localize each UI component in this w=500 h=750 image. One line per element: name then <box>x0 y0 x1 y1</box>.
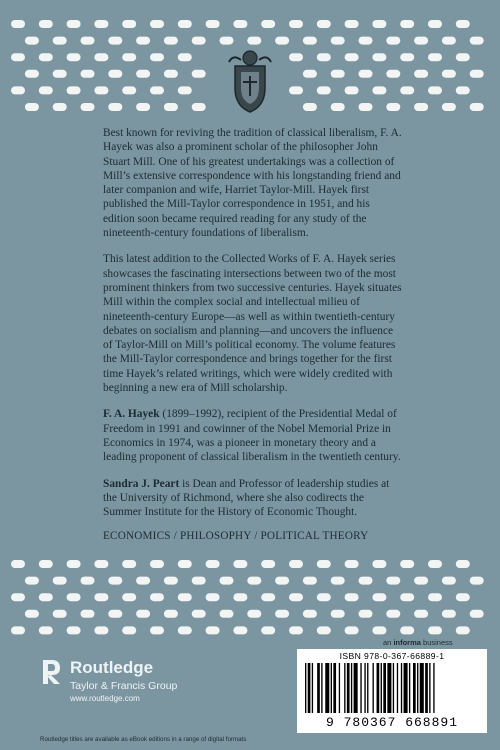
decorative-dot <box>94 626 108 634</box>
barcode-bar <box>339 663 340 713</box>
decorative-dot <box>39 20 53 28</box>
decorative-dot <box>247 610 261 618</box>
decorative-dot <box>372 53 386 61</box>
decorative-dot <box>11 593 25 601</box>
decorative-dot <box>220 577 234 585</box>
decorative-dot <box>233 626 247 634</box>
decorative-dot <box>164 577 178 585</box>
decorative-dot <box>303 70 317 78</box>
decorative-dot <box>11 560 25 568</box>
decorative-dot <box>122 560 136 568</box>
isbn-label: ISBN 978-0-367-66889-1 <box>339 651 445 661</box>
bio-hayek <box>103 407 403 464</box>
decorative-dot <box>108 610 122 618</box>
decorative-dot <box>108 37 122 45</box>
decorative-dot <box>136 70 150 78</box>
decorative-dot <box>108 103 122 111</box>
decorative-dot <box>470 577 484 585</box>
decorative-dot <box>331 103 345 111</box>
decorative-dot <box>331 37 345 45</box>
decorative-dot <box>67 593 81 601</box>
decorative-dot <box>67 20 81 28</box>
ebook-footer-note: Routledge titles are available as eBook editions in a range of digital formats <box>40 736 247 743</box>
decorative-dot <box>178 86 192 94</box>
decorative-dot <box>11 53 25 61</box>
decorative-dot <box>400 53 414 61</box>
decorative-dot <box>289 560 303 568</box>
barcode-bar <box>373 663 374 713</box>
decorative-dot <box>372 560 386 568</box>
decorative-dot <box>428 593 442 601</box>
decorative-dot <box>345 626 359 634</box>
decorative-dot <box>39 53 53 61</box>
decorative-dot <box>122 53 136 61</box>
barcode-bar <box>331 663 332 713</box>
decorative-dot <box>39 86 53 94</box>
decorative-dot <box>81 577 95 585</box>
barcode-bar <box>354 663 358 713</box>
barcode-bar <box>333 663 336 713</box>
decorative-dot <box>122 593 136 601</box>
decorative-dot <box>220 37 234 45</box>
barcode-bar <box>367 663 368 713</box>
decorative-dot <box>470 610 484 618</box>
decorative-dot <box>192 103 206 111</box>
bio-hayek-text: (1899–1992), recipient of the Presidential Medal of Freedom in 1991 and cowinner of the Nobel Memorial Prize in Economics in 1974, was a pioneer in monetary theory and a leading proponent of classical liberalism in the twentieth century. <box>103 408 401 464</box>
decorative-dot <box>81 610 95 618</box>
decorative-dot <box>386 37 400 45</box>
decorative-dot <box>414 610 428 618</box>
decorative-dot <box>359 577 373 585</box>
decorative-dot <box>470 103 484 111</box>
decorative-dot <box>39 593 53 601</box>
subject-categories: ECONOMICS / PHILOSOPHY / POLITICAL THEORY <box>103 530 369 542</box>
bio-peart-name: Sandra J. Peart <box>103 477 180 490</box>
decorative-dot <box>164 70 178 78</box>
decorative-dot <box>442 610 456 618</box>
barcode-bar <box>401 663 402 713</box>
decorative-dot <box>206 560 220 568</box>
decorative-dot <box>192 37 206 45</box>
barcode-bar <box>404 663 408 713</box>
barcode-bar <box>344 663 345 713</box>
barcode-bar <box>364 663 365 713</box>
decorative-dot <box>428 53 442 61</box>
bio-peart-text: is Dean and Professor of leadership studies at the University of Richmond, where she also codirects the Summer Institute for the History of Economic Thought. <box>103 477 390 519</box>
barcode-bar <box>308 663 311 713</box>
decorative-dot <box>345 20 359 28</box>
decorative-dot <box>261 20 275 28</box>
barcode-bar <box>433 663 434 713</box>
decorative-dot <box>261 593 275 601</box>
decorative-dot <box>206 20 220 28</box>
bio-peart <box>103 477 403 520</box>
decorative-dot <box>456 560 470 568</box>
decorative-dot <box>178 560 192 568</box>
decorative-dot <box>428 86 442 94</box>
decorative-dot <box>372 593 386 601</box>
decorative-dot <box>94 53 108 61</box>
decorative-dot <box>150 53 164 61</box>
decorative-dot <box>400 626 414 634</box>
barcode-bar <box>321 663 322 713</box>
decorative-dot <box>67 53 81 61</box>
decorative-dot <box>442 70 456 78</box>
decorative-dot <box>67 560 81 568</box>
decorative-dot <box>317 626 331 634</box>
decorative-dot <box>345 593 359 601</box>
decorative-dot <box>317 53 331 61</box>
decorative-dot <box>53 577 67 585</box>
informa-suffix: business <box>420 638 453 647</box>
decorative-dot <box>442 37 456 45</box>
decorative-dot <box>53 103 67 111</box>
decorative-dot <box>247 577 261 585</box>
decorative-dot <box>164 37 178 45</box>
dot-pattern-bottom-svg <box>0 556 500 636</box>
decorative-dot <box>372 20 386 28</box>
decorative-dot <box>136 103 150 111</box>
decorative-dot <box>81 70 95 78</box>
decorative-dot <box>359 103 373 111</box>
decorative-dot <box>108 577 122 585</box>
decorative-dot <box>400 20 414 28</box>
decorative-dot <box>122 86 136 94</box>
decorative-dot <box>178 626 192 634</box>
decorative-dot <box>386 70 400 78</box>
barcode-bar <box>429 663 430 713</box>
barcode-bar <box>417 663 418 713</box>
decorative-dot <box>150 626 164 634</box>
decorative-dot <box>359 610 373 618</box>
crest-icon <box>223 48 277 116</box>
barcode-bar <box>377 663 380 713</box>
decorative-dot <box>136 610 150 618</box>
decorative-dot <box>289 86 303 94</box>
decorative-dot <box>289 626 303 634</box>
barcode-bar <box>397 663 398 713</box>
decorative-dot <box>261 560 275 568</box>
decorative-dot <box>303 610 317 618</box>
decorative-dot <box>372 626 386 634</box>
decorative-dot <box>345 86 359 94</box>
barcode-bar <box>383 663 386 713</box>
decorative-dot <box>428 560 442 568</box>
barcode-bar <box>425 663 428 713</box>
publisher-group: Taylor & Francis Group <box>70 680 178 692</box>
decorative-dot <box>25 37 39 45</box>
decorative-dot <box>53 70 67 78</box>
decorative-dot <box>414 70 428 78</box>
decorative-dot <box>136 37 150 45</box>
decorative-dot <box>108 70 122 78</box>
decorative-dot <box>275 577 289 585</box>
decorative-dot <box>428 626 442 634</box>
decorative-dot <box>261 626 275 634</box>
decorative-dot <box>372 86 386 94</box>
decorative-dot <box>122 626 136 634</box>
decorative-dot <box>400 593 414 601</box>
decorative-dot <box>247 37 261 45</box>
decorative-dot <box>25 103 39 111</box>
decorative-dot <box>359 70 373 78</box>
barcode-bar <box>360 663 361 713</box>
decorative-dot <box>206 593 220 601</box>
decorative-dot <box>150 560 164 568</box>
decorative-dot <box>400 86 414 94</box>
decorative-dot <box>53 37 67 45</box>
decorative-dot <box>25 610 39 618</box>
decorative-dot <box>359 37 373 45</box>
publisher-url: www.routledge.com <box>70 694 140 703</box>
decorative-dot <box>136 577 150 585</box>
decorative-dot <box>233 20 247 28</box>
decorative-dot <box>289 593 303 601</box>
decorative-dot <box>303 577 317 585</box>
decorative-dot <box>456 20 470 28</box>
barcode-bar <box>351 663 352 713</box>
decorative-dot <box>414 577 428 585</box>
decorative-dot <box>456 626 470 634</box>
decorative-dot <box>345 560 359 568</box>
isbn-barcode-box <box>297 649 487 733</box>
decorative-dot <box>275 37 289 45</box>
decorative-dot <box>81 103 95 111</box>
decorative-dot <box>470 37 484 45</box>
decorative-dot <box>164 103 178 111</box>
barcode-bar <box>317 663 320 713</box>
barcode-bar <box>347 663 350 713</box>
decorative-dot <box>456 53 470 61</box>
decorative-dot <box>94 593 108 601</box>
informa-prefix: an <box>383 638 394 647</box>
decorative-dot <box>178 20 192 28</box>
decorative-dot <box>178 53 192 61</box>
decorative-dot <box>456 86 470 94</box>
blurb <box>103 126 403 531</box>
blurb-paragraph-2: This latest addition to the Collected Works of F. A. Hayek series showcases the fascinating intersections between two of the most prominent thinkers from two successive centuries. Hayek situates Mill within the complex social and intellectual milieu of nineteenth-century Europe—as well as within twentieth-century debates on socialism and planning—and uncovers the influence of Taylor-Mill on Mill’s political economy. The volume features the Mill-Taylor correspondence and brings together for the first time Hayek’s related writings, which were widely credited with beginning a new era of Mill scholarship. <box>103 253 402 395</box>
dot-pattern-bottom <box>0 556 500 636</box>
barcode-graphic <box>303 663 481 715</box>
ean-digits: 9 780367 668891 <box>325 715 459 730</box>
decorative-dot <box>192 70 206 78</box>
decorative-dot <box>192 610 206 618</box>
decorative-dot <box>94 560 108 568</box>
routledge-r-icon <box>40 658 64 702</box>
decorative-dot <box>400 560 414 568</box>
decorative-dot <box>150 86 164 94</box>
decorative-dot <box>442 103 456 111</box>
decorative-dot <box>39 626 53 634</box>
decorative-dot <box>414 103 428 111</box>
decorative-dot <box>303 37 317 45</box>
decorative-dot <box>414 37 428 45</box>
decorative-dot <box>331 70 345 78</box>
decorative-dot <box>233 593 247 601</box>
decorative-dot <box>386 103 400 111</box>
decorative-dot <box>303 103 317 111</box>
decorative-dot <box>289 53 303 61</box>
decorative-dot <box>150 593 164 601</box>
decorative-dot <box>94 86 108 94</box>
decorative-dot <box>39 560 53 568</box>
decorative-dot <box>442 577 456 585</box>
decorative-dot <box>317 593 331 601</box>
decorative-dot <box>345 53 359 61</box>
decorative-dot <box>122 20 136 28</box>
barcode-bar <box>381 663 382 713</box>
decorative-dot <box>67 626 81 634</box>
decorative-dot <box>331 577 345 585</box>
decorative-dot <box>94 20 108 28</box>
decorative-dot <box>275 610 289 618</box>
decorative-dot <box>192 577 206 585</box>
barcode-bar <box>413 663 416 713</box>
publisher-name: Routledge <box>70 658 154 677</box>
barcode-bar <box>305 663 306 713</box>
decorative-dot <box>164 610 178 618</box>
barcode-bar <box>420 663 424 713</box>
decorative-dot <box>456 593 470 601</box>
decorative-dot <box>11 86 25 94</box>
bio-hayek-name: F. A. Hayek <box>103 408 160 421</box>
decorative-dot <box>470 70 484 78</box>
decorative-dot <box>386 610 400 618</box>
barcode-bar <box>325 663 329 713</box>
decorative-dot <box>53 610 67 618</box>
barcode-bar <box>387 663 391 713</box>
decorative-dot <box>150 20 164 28</box>
decorative-dot <box>220 610 234 618</box>
barcode-bar <box>312 663 313 713</box>
decorative-dot <box>206 626 220 634</box>
decorative-dot <box>25 577 39 585</box>
decorative-dot <box>317 86 331 94</box>
decorative-dot <box>428 20 442 28</box>
decorative-dot <box>11 20 25 28</box>
decorative-dot <box>317 560 331 568</box>
decorative-dot <box>81 37 95 45</box>
decorative-dot <box>233 560 247 568</box>
decorative-dot <box>67 86 81 94</box>
decorative-dot <box>11 626 25 634</box>
barcode-bar <box>393 663 394 713</box>
informa-business-note <box>383 638 453 647</box>
decorative-dot <box>386 577 400 585</box>
decorative-dot <box>331 610 345 618</box>
informa-brand: informa <box>393 638 421 647</box>
blurb-paragraph-1: Best known for reviving the tradition of classical liberalism, F. A. Hayek was also a prominent scholar of the philosopher John Stuart Mill. One of his greatest undertakings was a collection of Mill’s extensive correspondence with his longstanding friend and later companion and wife, Harriet Taylor-Mill. Hayek first published the Mill-Taylor correspondence in 1951, and his edition soon became required reading for any study of the nineteenth-century foundations of liberalism. <box>103 127 402 240</box>
barcode-bar <box>409 663 410 713</box>
decorative-dot <box>25 70 39 78</box>
decorative-dot <box>317 20 331 28</box>
decorative-dot <box>178 593 192 601</box>
routledge-logo <box>40 658 240 718</box>
decorative-dot <box>289 20 303 28</box>
